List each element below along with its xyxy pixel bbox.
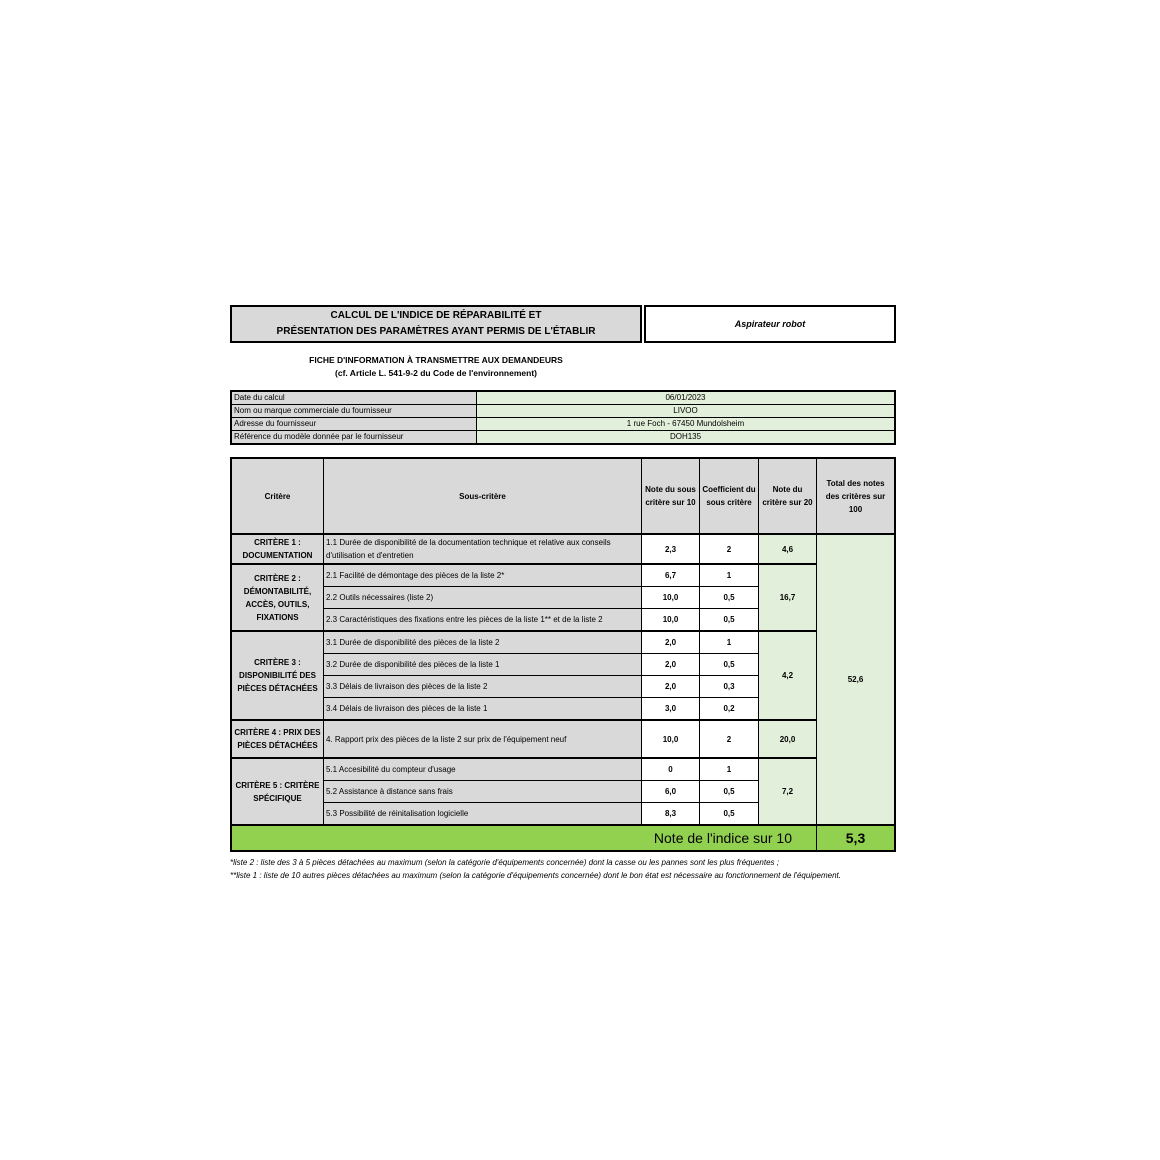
info-label: Date du calcul xyxy=(231,391,477,405)
sub-criterion-coef: 2 xyxy=(700,720,759,758)
sub-criterion-coef: 0,3 xyxy=(700,676,759,698)
total-score: 52,6 xyxy=(817,534,896,825)
sub-criterion-coef: 0,5 xyxy=(700,781,759,803)
supplier-info-table xyxy=(230,390,896,445)
footnotes xyxy=(230,856,896,882)
sub-criterion-note: 3,0 xyxy=(642,698,700,721)
info-row xyxy=(231,431,895,445)
table-row xyxy=(231,720,895,758)
sub-criterion-coef: 1 xyxy=(700,631,759,654)
info-value: DOH135 xyxy=(477,431,896,445)
fiche-line-1: FICHE D'INFORMATION À TRANSMETTRE AUX DEMANDEURS xyxy=(309,355,563,365)
product-type: Aspirateur robot xyxy=(644,305,896,343)
sub-criterion-note: 2,0 xyxy=(642,654,700,676)
info-label: Adresse du fournisseur xyxy=(231,418,477,431)
final-score-label: Note de l'indice sur 10 xyxy=(231,825,817,851)
fiche-line-2: (cf. Article L. 541-9-2 du Code de l'environnement) xyxy=(335,368,537,378)
info-row xyxy=(231,418,895,431)
sub-criterion-note: 8,3 xyxy=(642,803,700,826)
info-row xyxy=(231,405,895,418)
sub-criterion-label: 2.1 Facilité de démontage des pièces de la liste 2* xyxy=(324,564,642,587)
col-note10: Note du sous critère sur 10 xyxy=(642,458,700,534)
criterion-5-name: CRITÈRE 5 : CRITÈRE SPÉCIFIQUE xyxy=(231,758,324,825)
fiche-subtitle xyxy=(230,354,642,380)
sub-criterion-label: 3.1 Durée de disponibilité des pièces de la liste 2 xyxy=(324,631,642,654)
criterion-1-name: CRITÈRE 1 : DOCUMENTATION xyxy=(231,534,324,564)
table-row xyxy=(231,631,895,654)
sub-criterion-coef: 0,5 xyxy=(700,654,759,676)
header xyxy=(230,305,896,343)
title-line-2: PRÉSENTATION DES PARAMÈTRES AYANT PERMIS DE L'ÉTABLIR xyxy=(276,326,596,337)
col-coef: Coefficient du sous critère xyxy=(700,458,759,534)
info-value: LIVOO xyxy=(477,405,896,418)
final-score-value: 5,3 xyxy=(817,825,896,851)
sub-criterion-label: 4. Rapport prix des pièces de la liste 2 sur prix de l'équipement neuf xyxy=(324,720,642,758)
criterion-2-score: 16,7 xyxy=(759,564,817,631)
criterion-2-name: CRITÈRE 2 : DÉMONTABILITÉ, ACCÈS, OUTILS, FIXATIONS xyxy=(231,564,324,631)
sub-criterion-note: 6,0 xyxy=(642,781,700,803)
info-value: 06/01/2023 xyxy=(477,391,896,405)
sub-criterion-note: 10,0 xyxy=(642,587,700,609)
sub-criterion-coef: 0,5 xyxy=(700,609,759,632)
sub-criterion-coef: 0,2 xyxy=(700,698,759,721)
criteria-table xyxy=(230,457,896,852)
table-row xyxy=(231,564,895,587)
info-row xyxy=(231,391,895,405)
sub-criterion-label: 1.1 Durée de disponibilité de la documentation technique et relative aux conseils d'utilisation et d'entretien xyxy=(324,534,642,564)
criterion-3-score: 4,2 xyxy=(759,631,817,720)
sub-criterion-note: 2,0 xyxy=(642,631,700,654)
title-line-1: CALCUL DE L'INDICE DE RÉPARABILITÉ ET xyxy=(330,310,542,321)
sub-criterion-label: 3.2 Durée de disponibilité des pièces de la liste 1 xyxy=(324,654,642,676)
sub-criterion-coef: 0,5 xyxy=(700,587,759,609)
criterion-3-name: CRITÈRE 3 : DISPONIBILITÉ DES PIÈCES DÉTACHÉES xyxy=(231,631,324,720)
table-row xyxy=(231,534,895,564)
col-note20: Note du critère sur 20 xyxy=(759,458,817,534)
sub-criterion-note: 2,3 xyxy=(642,534,700,564)
sub-criterion-note: 0 xyxy=(642,758,700,781)
criterion-1-score: 4,6 xyxy=(759,534,817,564)
col-total: Total des notes des critères sur 100 xyxy=(817,458,896,534)
sheet-title xyxy=(230,305,642,343)
sub-criterion-label: 5.1 Accesibilité du compteur d'usage xyxy=(324,758,642,781)
sub-criterion-note: 10,0 xyxy=(642,609,700,632)
sub-criterion-label: 3.4 Délais de livraison des pièces de la liste 1 xyxy=(324,698,642,721)
sub-criterion-note: 6,7 xyxy=(642,564,700,587)
header-row xyxy=(231,458,895,534)
criterion-4-score: 20,0 xyxy=(759,720,817,758)
sub-criterion-coef: 1 xyxy=(700,758,759,781)
sub-criterion-label: 2.3 Caractéristiques des fixations entre les pièces de la liste 1** et de la liste 2 xyxy=(324,609,642,632)
sub-criterion-label: 5.2 Assistance à distance sans frais xyxy=(324,781,642,803)
footnote-liste-1: **liste 1 : liste de 10 autres pièces détachées au maximum (selon la catégorie d'équipements concernée) dont le bon état est nécessaire au fonctionnement de l'équipement. xyxy=(230,871,841,880)
sub-criterion-label: 5.3 Possibilité de réinitalisation logicielle xyxy=(324,803,642,826)
repairability-sheet xyxy=(230,305,896,882)
sub-criterion-coef: 1 xyxy=(700,564,759,587)
sub-criterion-label: 3.3 Délais de livraison des pièces de la liste 2 xyxy=(324,676,642,698)
sub-criterion-label: 2.2 Outils nécessaires (liste 2) xyxy=(324,587,642,609)
sub-criterion-note: 2,0 xyxy=(642,676,700,698)
sub-criterion-coef: 0,5 xyxy=(700,803,759,826)
footnote-liste-2: *liste 2 : liste des 3 à 5 pièces détachées au maximum (selon la catégorie d'équipements concernée) dont la casse ou les pannes sont les plus fréquentes ; xyxy=(230,858,779,867)
sub-criterion-note: 10,0 xyxy=(642,720,700,758)
sub-criterion-coef: 2 xyxy=(700,534,759,564)
criterion-5-score: 7,2 xyxy=(759,758,817,825)
info-value: 1 rue Foch - 67450 Mundolsheim xyxy=(477,418,896,431)
final-score-row xyxy=(231,825,895,851)
info-label: Nom ou marque commerciale du fournisseur xyxy=(231,405,477,418)
info-label: Référence du modèle donnée par le fournisseur xyxy=(231,431,477,445)
table-row xyxy=(231,758,895,781)
col-sous-critere: Sous-critère xyxy=(324,458,642,534)
col-critere: Critère xyxy=(231,458,324,534)
criterion-4-name: CRITÈRE 4 : PRIX DES PIÈCES DÉTACHÉES xyxy=(231,720,324,758)
